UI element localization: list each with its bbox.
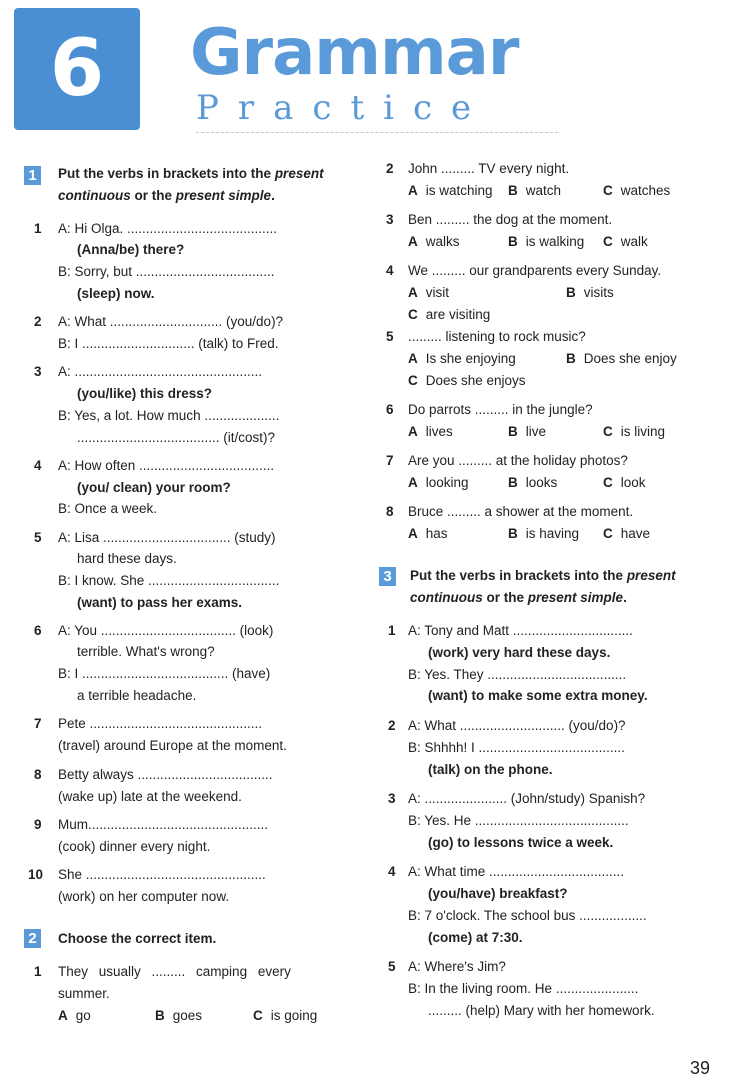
exercise-1-number: 1 [24,166,41,185]
exercise-1-instruction: Put the verbs in brackets into the present continuous or the present simple. [58,166,324,203]
unit-number: 6 [49,24,105,114]
title-divider [196,132,558,133]
exercise-3-number: 3 [379,567,396,586]
page-title: Grammar [190,16,519,90]
page-number: 39 [690,1058,711,1078]
exercise-2-instruction: Choose the correct item. [58,931,217,946]
exercise-2-number: 2 [24,929,41,948]
unit-number-box [14,8,140,130]
page-subtitle: Practice [196,88,491,128]
exercise-3-instruction: Put the verbs in brackets into the present continuous or the present simple. [410,568,676,605]
